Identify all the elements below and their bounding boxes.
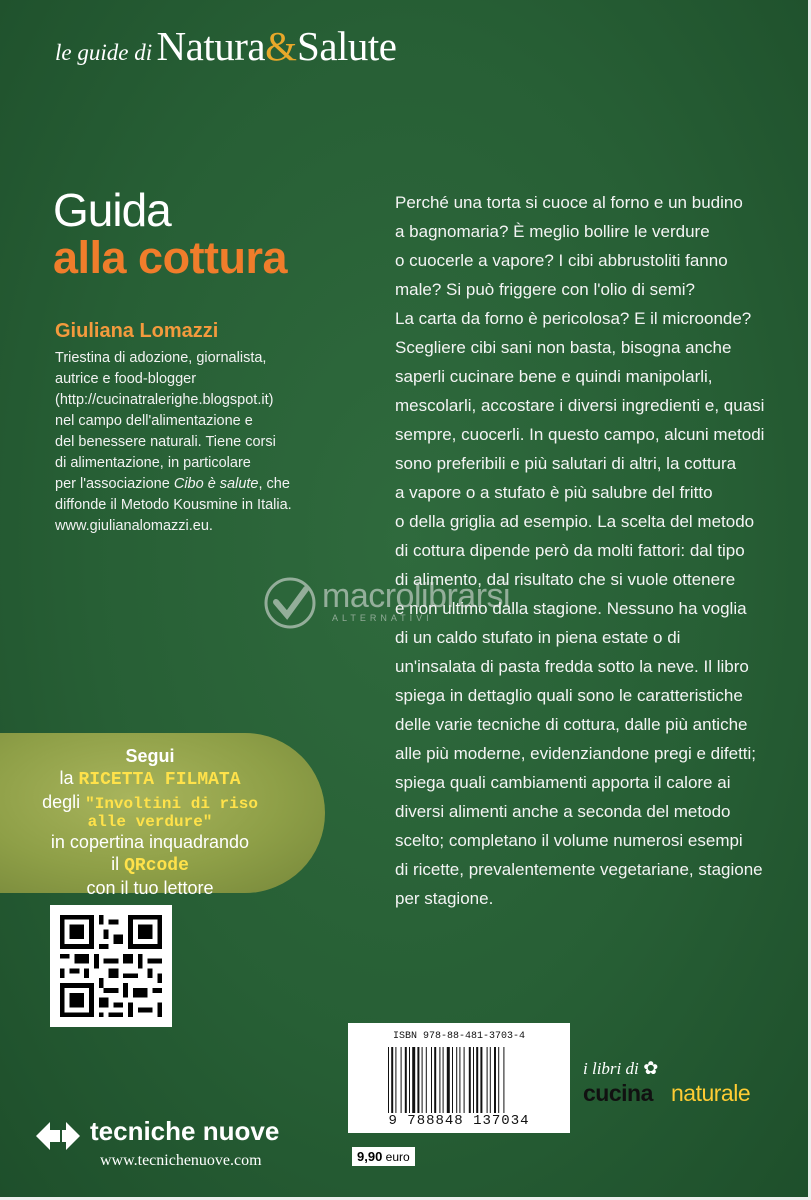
- flower-icon: ✿: [643, 1058, 659, 1078]
- qr-code[interactable]: [50, 905, 172, 1027]
- barcode-bar: [443, 1047, 444, 1113]
- promo-line-lettore: con il tuo lettore: [86, 878, 214, 898]
- barcode-bar: [417, 1047, 419, 1113]
- publisher-logo: [30, 1108, 280, 1169]
- series-prefix: le guide di: [55, 40, 153, 65]
- series-logo: [55, 22, 397, 70]
- barcode-bar: [498, 1047, 499, 1113]
- author-bio: [55, 348, 345, 537]
- barcode-bar: [480, 1047, 482, 1113]
- publisher-name: tecniche nuove: [90, 1116, 280, 1146]
- barcode-bar: [447, 1047, 450, 1113]
- description-line: o cuocerle a vapore? I cibi abbrustoliti fanno: [395, 251, 728, 270]
- barcode-bar: [401, 1047, 402, 1113]
- description-line: e non ultimo dalla stagione. Nessuno ha voglia: [395, 599, 747, 618]
- description-line: di un caldo stufato in piena estate o di: [395, 628, 681, 647]
- barcode-bar: [391, 1047, 393, 1113]
- barcode-bar: [456, 1047, 457, 1113]
- qr-promo-box: [0, 733, 325, 898]
- description-line: sono preferibili e più salutari di altri, la cottura: [395, 454, 737, 473]
- promo-recipe-title: alle verdure": [87, 813, 213, 831]
- barcode-bar: [452, 1047, 453, 1113]
- bio-line: autrice e food-blogger: [55, 371, 197, 387]
- series-ampersand: &: [265, 23, 298, 69]
- bio-text: per l'associazione: [55, 476, 170, 492]
- description-line: saperli cucinare bene e quindi manipolarli,: [395, 367, 713, 386]
- barcode-bar: [464, 1047, 465, 1113]
- book-title-line1: Guida: [53, 184, 171, 236]
- description-line: a vapore o a stufato è più salubre del fritto: [395, 483, 713, 502]
- description-line: delle varie tecniche di cottura, dalle più antiche: [395, 715, 748, 734]
- description-line: scelto; completano il volume numerosi esempi: [395, 831, 743, 850]
- barcode-bar: [426, 1047, 427, 1113]
- bio-line: di alimentazione, in particolare: [55, 455, 251, 471]
- barcode-bar: [494, 1047, 496, 1113]
- promo-line-copertina: in copertina inquadrando: [50, 832, 250, 852]
- bio-line: Triestina di adozione, giornalista,: [55, 350, 267, 366]
- description-line: La carta da forno è pericolosa? E il microonde?: [395, 309, 752, 328]
- price-currency: euro: [385, 1150, 410, 1164]
- description-line: o della griglia ad esempio. La scelta del metodo: [395, 512, 755, 531]
- barcode-bar: [503, 1047, 504, 1113]
- promo-line-degli: degli "Involtini di riso: [42, 792, 258, 813]
- barcode-bar: [409, 1047, 410, 1113]
- collection-logo: [583, 1058, 751, 1106]
- collection-word1: cucina: [583, 1080, 653, 1106]
- price-tag: [352, 1147, 415, 1166]
- author-name: Giuliana Lomazzi: [55, 320, 219, 342]
- barcode-digits: 9 788848 137034: [388, 1113, 530, 1129]
- barcode-bar: [405, 1047, 407, 1113]
- bio-text: , che: [258, 476, 290, 492]
- bio-line: (http://cucinatralerighe.blogspot.it): [55, 392, 274, 408]
- barcode-bar: [487, 1047, 488, 1113]
- description-line: sempre, cuocerli. In questo campo, alcuni metodi: [395, 425, 765, 444]
- barcode-bars: [388, 1047, 558, 1113]
- publisher-url[interactable]: www.tecnichenuove.com: [100, 1152, 262, 1169]
- description-line: Scegliere cibi sani non basta, bisogna anche: [395, 338, 732, 357]
- description-line: di alimento, dal risultato che si vuole ottenere: [395, 570, 736, 589]
- barcode-bar: [469, 1047, 471, 1113]
- description-line: a bagnomaria? È meglio bollire le verdure: [395, 222, 710, 241]
- bio-line: nel campo dell'alimentazione e: [55, 413, 253, 429]
- barcode-bar: [434, 1047, 436, 1113]
- description-line: mescolarli, accostare i diversi ingredienti e, quasi: [395, 396, 765, 415]
- barcode-bar: [459, 1047, 460, 1113]
- barcode-bar: [473, 1047, 474, 1113]
- publisher-arrows-icon: [30, 1108, 86, 1164]
- isbn-barcode: [348, 1023, 570, 1133]
- book-description: [395, 188, 785, 913]
- description-line: Perché una torta si cuoce al forno e un budino: [395, 193, 743, 212]
- bio-line: del benessere naturali. Tiene corsi: [55, 434, 276, 450]
- barcode-bar: [395, 1047, 396, 1113]
- watermark-subtitle: ALTERNATIVI: [332, 613, 433, 623]
- promo-line-ricetta: la RICETTA FILMATA: [59, 768, 241, 790]
- checkmark-circle-icon: [262, 575, 318, 631]
- barcode-bar: [476, 1047, 478, 1113]
- description-line: alle più moderne, evidenziandone pregi e difetti;: [395, 744, 757, 763]
- barcode-bar: [422, 1047, 423, 1113]
- promo-segui: Segui: [125, 746, 175, 766]
- bio-line: [55, 474, 345, 495]
- description-line: diversi alimenti anche a seconda del metodo: [395, 802, 731, 821]
- book-title-line2: alla cottura: [53, 232, 288, 283]
- description-line: male? Si può friggere con l'olio di semi?: [395, 280, 695, 299]
- description-line: di ricette, prevalentemente vegetariane, stagione: [395, 860, 763, 879]
- description-line: un'insalata di pasta fredda sotto la neve. Il libro: [395, 657, 749, 676]
- series-name-part2: Salute: [297, 23, 397, 69]
- bio-line: diffonde il Metodo Kousmine in Italia.: [55, 497, 292, 513]
- series-name-part1: Natura: [156, 23, 266, 69]
- watermark: [262, 575, 511, 636]
- collection-word2: naturale: [671, 1080, 751, 1106]
- description-line: spiega quali cambiamenti apporta il calore ai: [395, 773, 731, 792]
- barcode-bar: [412, 1047, 415, 1113]
- promo-line-qrcode: il QRcode: [111, 854, 189, 876]
- watermark-name: macrolibrarsi: [322, 577, 511, 615]
- description-line: di cottura dipende però da molti fattori: dal tipo: [395, 541, 745, 560]
- description-line: spiega in dettaglio quali sono le caratteristiche: [395, 686, 743, 705]
- barcode-bar: [388, 1047, 389, 1113]
- price-amount: 9,90: [357, 1149, 383, 1164]
- barcode-bar: [490, 1047, 491, 1113]
- isbn-number: ISBN 978-88-481-3703-4: [392, 1031, 526, 1042]
- barcode-bar: [439, 1047, 440, 1113]
- description-line: per stagione.: [395, 889, 494, 908]
- author-website: www.giulianalomazzi.eu.: [55, 518, 213, 534]
- collection-prefix: i libri di: [583, 1059, 639, 1078]
- association-name: Cibo è salute: [173, 476, 259, 492]
- barcode-bar: [431, 1047, 432, 1113]
